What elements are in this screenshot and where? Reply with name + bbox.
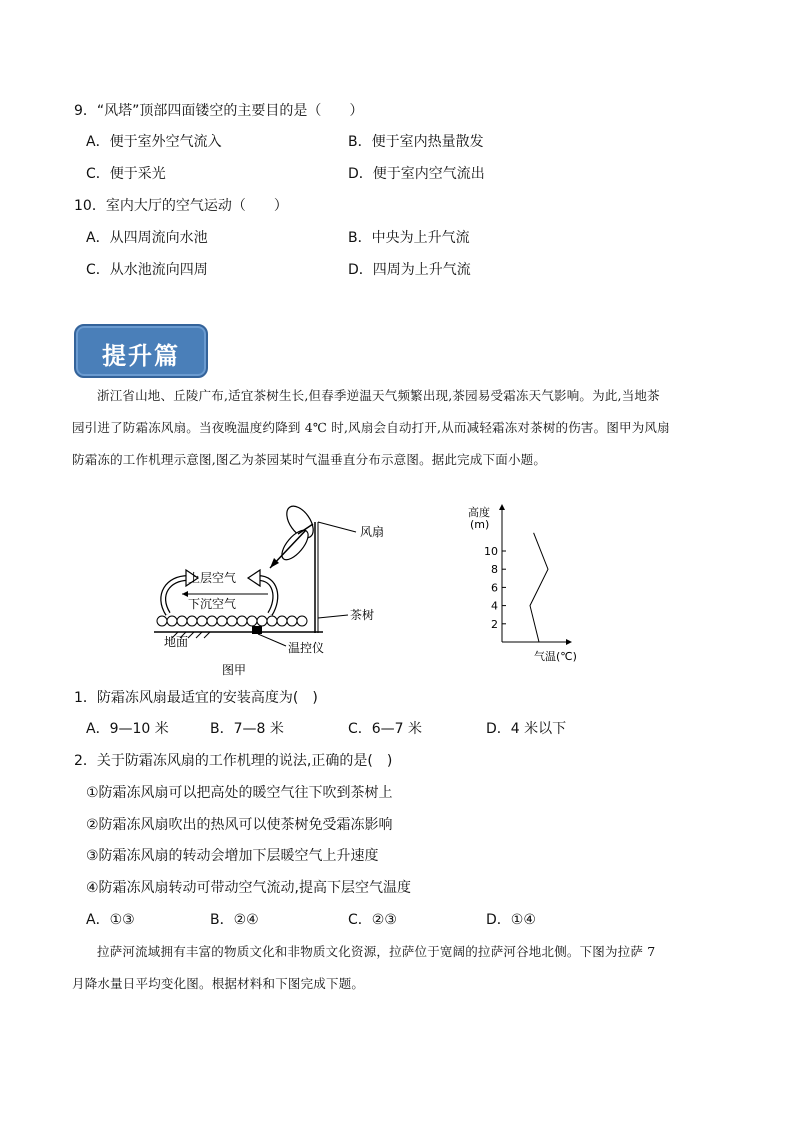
tea-pointer [318, 615, 348, 618]
question-2-option-a: A．①③ [86, 912, 135, 928]
question-2-statement-1: ①防霜冻风扇可以把高处的暖空气往下吹到茶树上 [86, 785, 393, 801]
question-2-stem: 2．关于防霜冻风扇的工作机理的说法,正确的是( ) [74, 753, 393, 769]
y-tick-label: 4 [491, 599, 498, 613]
question-10-stem: 10．室内大厅的空气运动（ ） [74, 198, 288, 214]
figure-b-chart [460, 500, 590, 670]
passage-2-line-1: 拉萨河流域拥有丰富的物质文化和非物质文化资源，拉萨位于宽阔的拉萨河谷地北侧。下图为拉萨 7 [97, 944, 656, 959]
y-tick-label: 2 [491, 617, 498, 631]
question-10-option-c: C．从水池流向四周 [86, 262, 208, 278]
fan-pointer [318, 522, 356, 532]
upper-air-label: 上层空气 [188, 571, 237, 585]
x-axis-label: 气温(℃) [534, 650, 577, 663]
question-10-option-d: D．四周为上升气流 [348, 262, 471, 278]
temperature-profile-line [530, 533, 548, 642]
figure-a-caption: 图甲 [222, 663, 247, 677]
y-axis-label-2: (m) [470, 518, 490, 531]
question-1-option-a: A．9—10 米 [86, 721, 169, 737]
question-9-stem: 9．“风塔”顶部四面镂空的主要目的是（ ） [74, 103, 364, 119]
y-axis-arrowhead [499, 504, 505, 510]
passage-1-line-2: 园引进了防霜冻风扇。当夜晚温度约降到 4℃ 时,风扇会自动打开,从而减轻霜冻对茶树的伤害。图甲为风扇 [72, 420, 670, 435]
x-axis-arrowhead [566, 639, 572, 645]
passage-1-line-3: 防霜冻的工作机理示意图,图乙为茶园某时气温垂直分布示意图。据此完成下面小题。 [72, 452, 547, 467]
question-2-statement-3: ③防霜冻风扇的转动会增加下层暖空气上升速度 [86, 848, 379, 864]
question-2-statement-4: ④防霜冻风扇转动可带动空气流动,提高下层空气温度 [86, 880, 411, 896]
question-10-option-b: B．中央为上升气流 [348, 230, 470, 246]
question-9-option-d: D．便于室内空气流出 [348, 166, 485, 182]
tea-bushes [157, 616, 307, 626]
y-ticks [484, 545, 506, 631]
sinking-air-label: 下沉空气 [188, 597, 237, 611]
question-1-option-b: B．7—8 米 [210, 721, 284, 737]
figure-a-diagram [148, 500, 398, 685]
passage-2-line-2: 月降水量日平均变化图。根据材料和下图完成下题。 [72, 976, 365, 991]
question-1-option-c: C．6—7 米 [348, 721, 423, 737]
question-9-option-b: B．便于室内热量散发 [348, 134, 484, 150]
question-9-option-a: A．便于室外空气流入 [86, 134, 222, 150]
thermostat-box [252, 626, 262, 634]
question-1-stem: 1．防霜冻风扇最适宜的安装高度为( ) [74, 690, 318, 706]
question-9-option-c: C．便于采光 [86, 166, 166, 182]
y-axis-label-1: 高度 [468, 506, 490, 519]
passage-1-line-1: 浙江省山地、丘陵广布,适宜茶树生长,但春季逆温天气频繁出现,茶园易受霜冻天气影响。为此,当地茶 [97, 388, 660, 403]
tea-label: 茶树 [350, 608, 375, 622]
question-2-option-c: C．②③ [348, 912, 397, 928]
question-2-statement-2: ②防霜冻风扇吹出的热风可以使茶树免受霜冻影响 [86, 817, 393, 833]
fan-label: 风扇 [360, 525, 385, 539]
y-tick-label: 6 [491, 581, 498, 595]
section-heading-box [74, 324, 208, 378]
y-tick-label: 8 [491, 563, 498, 577]
y-tick-label: 10 [484, 545, 498, 558]
thermostat-pointer [258, 634, 286, 646]
ground-label: 地面 [164, 635, 189, 649]
question-10-option-a: A．从四周流向水池 [86, 230, 208, 246]
right-circulation-arrowhead [248, 570, 260, 586]
thermostat-label: 温控仪 [288, 641, 325, 655]
question-2-option-d: D．①④ [486, 912, 536, 928]
question-2-option-b: B．②④ [210, 912, 259, 928]
section-heading: 提升篇 [102, 341, 180, 370]
passage-2 [72, 936, 724, 1000]
passage-1 [72, 380, 724, 476]
question-1-option-d: D．4 米以下 [486, 721, 567, 737]
